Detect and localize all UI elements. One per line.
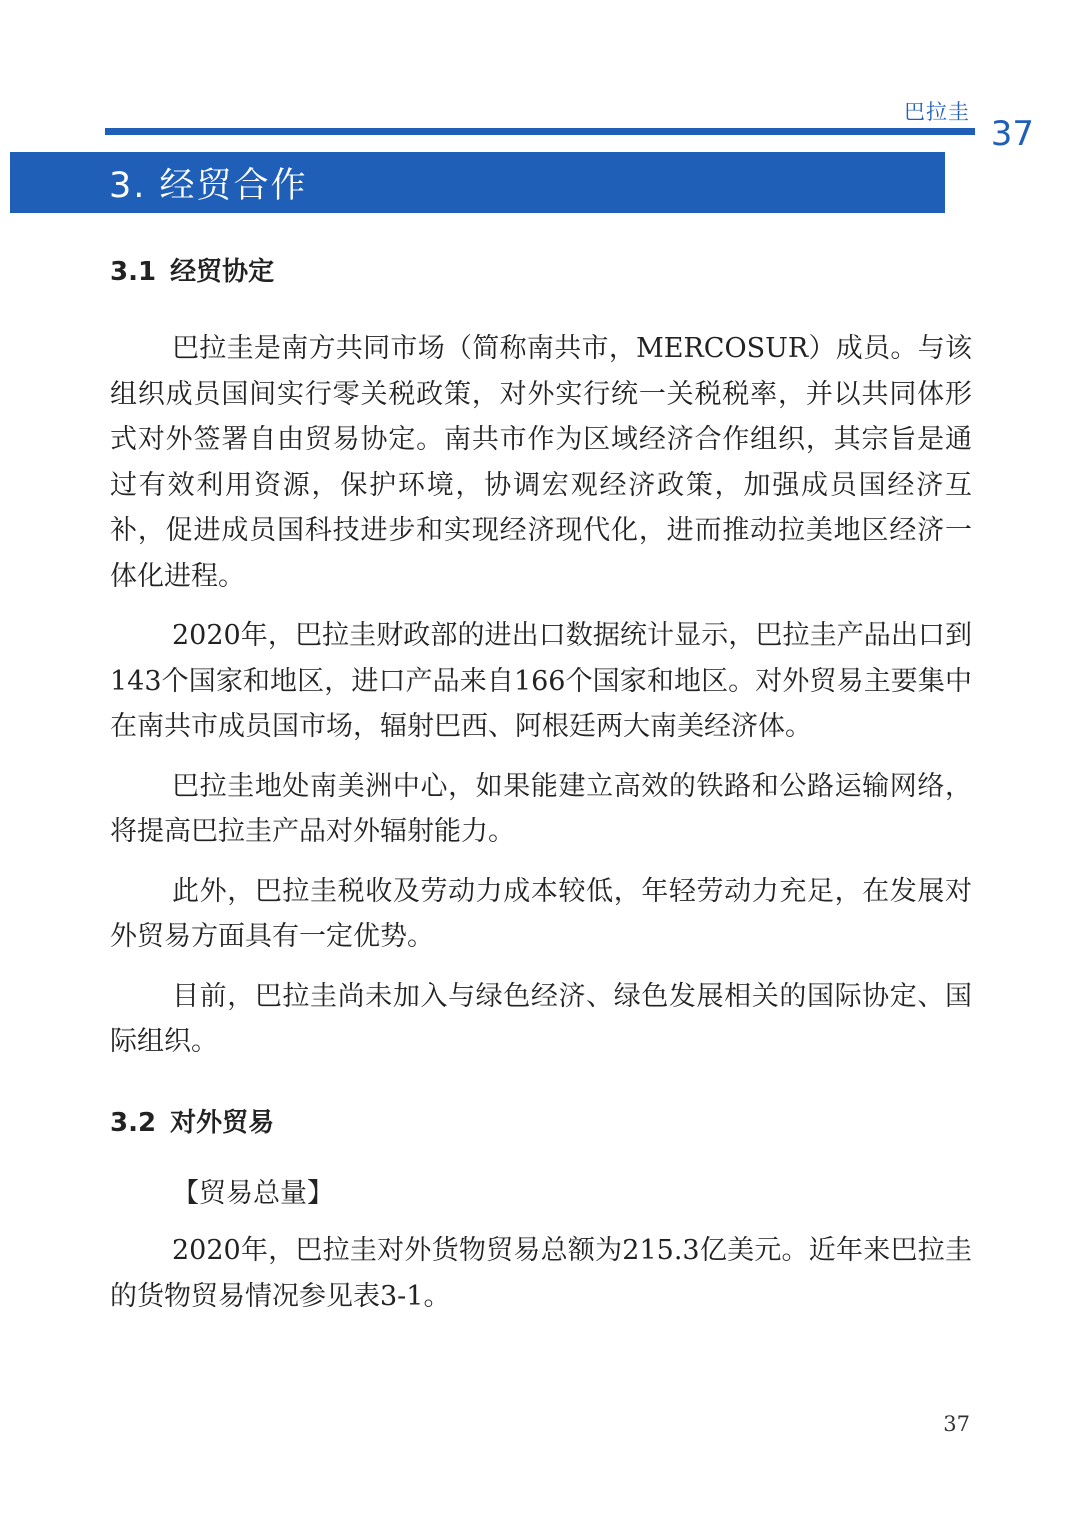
paragraph: 2020年，巴拉圭财政部的进出口数据统计显示，巴拉圭产品出口到143个国家和地区，进口产品来自166个国家和地区。对外贸易主要集中在南共市成员国市场，辐射巴西、阿根廷两大南美经济体。	[110, 620, 972, 742]
section-title: 经贸协定	[170, 257, 275, 287]
section-number: 3.2	[110, 1107, 157, 1138]
footer-page-number: 37	[943, 1412, 970, 1436]
subheading-trade-volume: 【贸易总量】	[172, 1177, 334, 1209]
chapter-title: 3. 经贸合作	[109, 165, 308, 206]
section-title: 对外贸易	[170, 1107, 275, 1138]
paragraph: 目前，巴拉圭尚未加入与绿色经济、绿色发展相关的国际协定、国际组织。	[110, 980, 972, 1057]
header-country-label: 巴拉圭	[904, 100, 970, 124]
page-body	[110, 252, 972, 1319]
section-number: 3.1	[110, 257, 157, 287]
header-rule	[105, 128, 975, 135]
paragraph: 此外，巴拉圭税收及劳动力成本较低，年轻劳动力充足，在发展对外贸易方面具有一定优势。	[110, 875, 972, 952]
paragraph: 巴拉圭是南方共同市场（简称南共市，MERCOSUR）成员。与该组织成员国间实行零关税政策，对外实行统一关税税率，并以共同体形式对外签署自由贸易协定。南共市作为区域经济合作组织，其宗旨是通过有效利用资源，保护环境，协调宏观经济政策，加强成员国经济互补，促进成员国科技进步和实现经济现代化，进而推动拉美地区经济一体化进程。	[110, 333, 972, 592]
section-heading-3-2	[110, 1103, 972, 1143]
paragraph: 巴拉圭地处南美洲中心，如果能建立高效的铁路和公路运输网络，将提高巴拉圭产品对外辐射能力。	[110, 770, 972, 847]
header-page-number: 37	[990, 114, 1034, 154]
section-heading-3-1	[110, 252, 972, 292]
paragraph: 2020年，巴拉圭对外货物贸易总额为215.3亿美元。近年来巴拉圭的货物贸易情况参见表3-1。	[110, 1235, 972, 1312]
chapter-banner	[10, 152, 945, 213]
